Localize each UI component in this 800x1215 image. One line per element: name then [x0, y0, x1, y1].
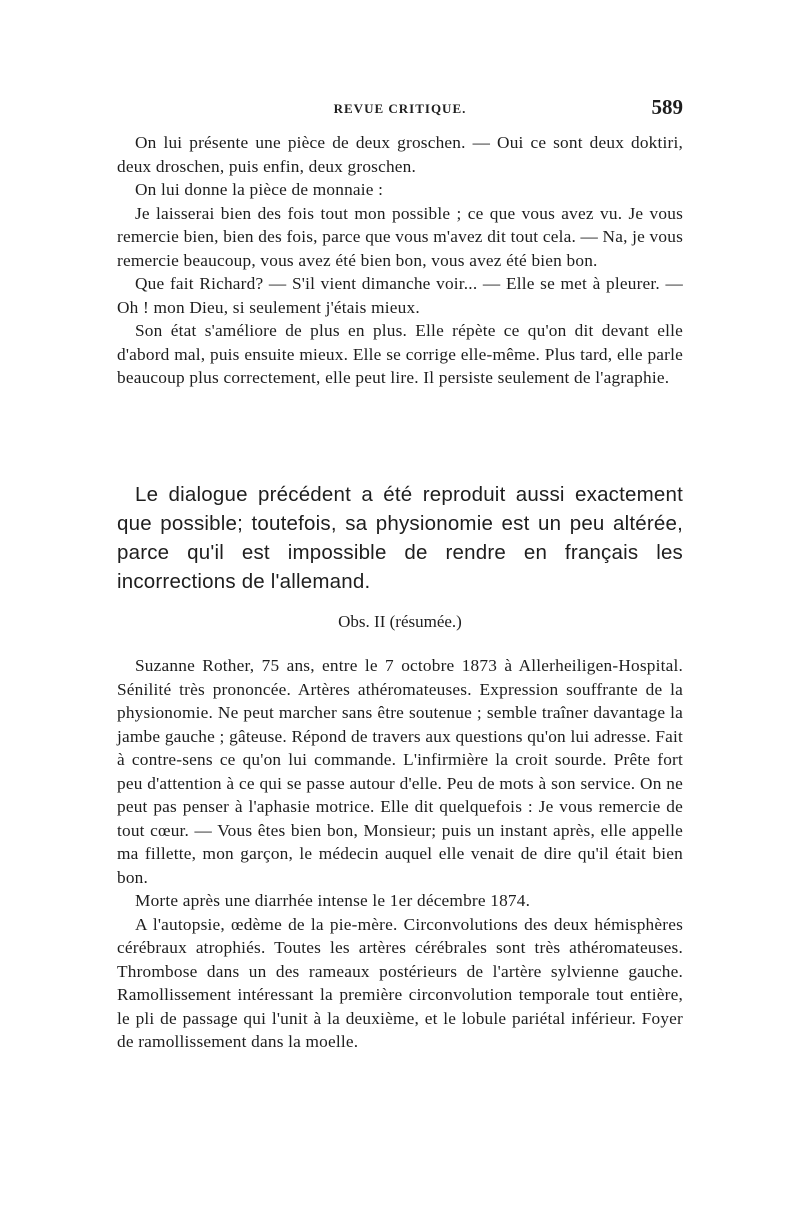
- case-report: [117, 654, 683, 1054]
- editorial-note: [117, 480, 683, 596]
- dialogue-paragraph: On lui donne la pièce de monnaie :: [135, 180, 384, 199]
- observation-heading: Obs. II (résumée.): [338, 612, 462, 631]
- dialogue-paragraph: Je laisserai bien des fois tout mon possible ; ce que vous avez vu. Je vous remercie bien, bien des fois, parce que vous m'avez dit tout cela. — Na, je vous remercie beaucoup, vous avez été bien bon, vous avez été bien bon.: [117, 203, 683, 270]
- page-header: [117, 95, 683, 121]
- running-title: REVUE CRITIQUE.: [333, 101, 467, 116]
- case-paragraph: Suzanne Rother, 75 ans, entre le 7 octobre 1873 à Allerheiligen-Hospital. Sénilité très prononcée. Artères athéromateuses. Expression souffrante de la physionomie. Ne peut marcher sans être soutenue ; semble traîner davantage la jambe gauche ; gâteuse. Répond de travers aux questions qu'on lui adresse. Fait à contre-sens ce qu'on lui commande. L'infirmière la croit sourde. Prête fort peu d'attention à ce qui se passe autour d'elle. Peu de mots à son service. On ne peut pas penser à l'aphasie motrice. Elle dit quelquefois : Je vous remercie de tout cœur. — Vous êtes bien bon, Monsieur; puis un instant après, elle appelle ma fillette, mon garçon, le médecin auquel elle venait de dire qu'il était bien bon.: [117, 656, 683, 887]
- dialogue-section: [117, 131, 683, 390]
- page-number: 589: [651, 95, 683, 119]
- dialogue-paragraph: On lui présente une pièce de deux groschen. — Oui ce sont deux doktiri, deux droschen, puis enfin, deux groschen.: [117, 133, 683, 176]
- case-paragraph: A l'autopsie, œdème de la pie-mère. Circonvolutions des deux hémisphères cérébraux atrophiés. Toutes les artères cérébrales sont très athéromateuses. Thrombose dans un des rameaux postérieurs de l'artère sylvienne gauche. Ramollissement intéressant la première circonvolution temporale tout entière, le pli de passage qui l'unit à la deuxième, et le lobule pariétal inférieur. Foyer de ramollissement dans la moelle.: [117, 914, 683, 1051]
- case-paragraph: Morte après une diarrhée intense le 1er décembre 1874.: [135, 891, 531, 910]
- note-paragraph: Le dialogue précédent a été reproduit aussi exactement que possible; toutefois, sa physionomie est un peu altérée, parce qu'il est impossible de rendre en français les incorrections de l'allemand.: [117, 483, 683, 593]
- dialogue-paragraph: Que fait Richard? — S'il vient dimanche voir... — Elle se met à pleurer. — Oh ! mon Dieu, si seulement j'étais mieux.: [117, 274, 683, 317]
- dialogue-paragraph: Son état s'améliore de plus en plus. Elle répète ce qu'on dit devant elle d'abord mal, puis ensuite mieux. Elle se corrige elle-même. Plus tard, elle parle beaucoup plus correctement, elle peut lire. Il persiste seulement de l'agraphie.: [117, 321, 683, 387]
